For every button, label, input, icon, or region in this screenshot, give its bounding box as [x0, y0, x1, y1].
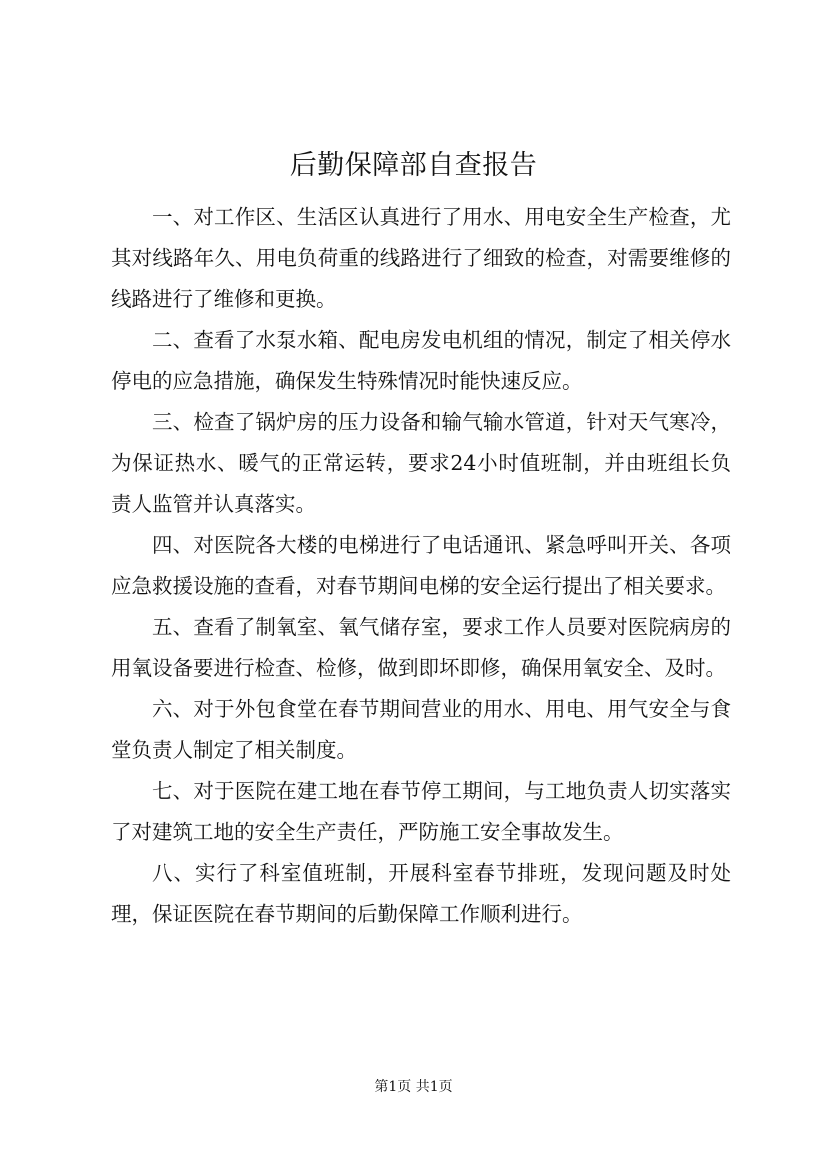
paragraph-8: 八、实行了科室值班制，开展科室春节排班，发现问题及时处理，保证医院在春节期间的后勤保障工作顺利进行。 [111, 861, 731, 926]
document-title: 后勤保障部自查报告 [289, 150, 538, 181]
paragraph-4: 四、对医院各大楼的电梯进行了电话通讯、紧急呼叫开关、各项应急救援设施的查看，对春节期间电梯的安全运行提出了相关要求。 [111, 533, 731, 598]
document-body [111, 197, 731, 935]
page-footer: 第1页 共1页 [374, 1079, 453, 1095]
paragraph-6: 六、对于外包食堂在春节期间营业的用水、用电、用气安全与食堂负责人制定了相关制度。 [111, 697, 731, 762]
paragraph-3: 三、检查了锅炉房的压力设备和输气输水管道，针对天气寒冷，为保证热水、暖气的正常运转，要求24小时值班制，并由班组长负责人监管并认真落实。 [111, 410, 731, 516]
paragraph-1: 一、对工作区、生活区认真进行了用水、用电安全生产检查，尤其对线路年久、用电负荷重的线路进行了细致的检查，对需要维修的线路进行了维修和更换。 [111, 205, 731, 311]
paragraph-2: 二、查看了水泵水箱、配电房发电机组的情况，制定了相关停水停电的应急措施，确保发生特殊情况时能快速反应。 [111, 328, 731, 393]
paragraph-5: 五、查看了制氧室、氧气储存室，要求工作人员要对医院病房的用氧设备要进行检查、检修，做到即坏即修，确保用氧安全、及时。 [111, 615, 731, 680]
paragraph-7: 七、对于医院在建工地在春节停工期间，与工地负责人切实落实了对建筑工地的安全生产责任，严防施工安全事故发生。 [111, 779, 731, 844]
